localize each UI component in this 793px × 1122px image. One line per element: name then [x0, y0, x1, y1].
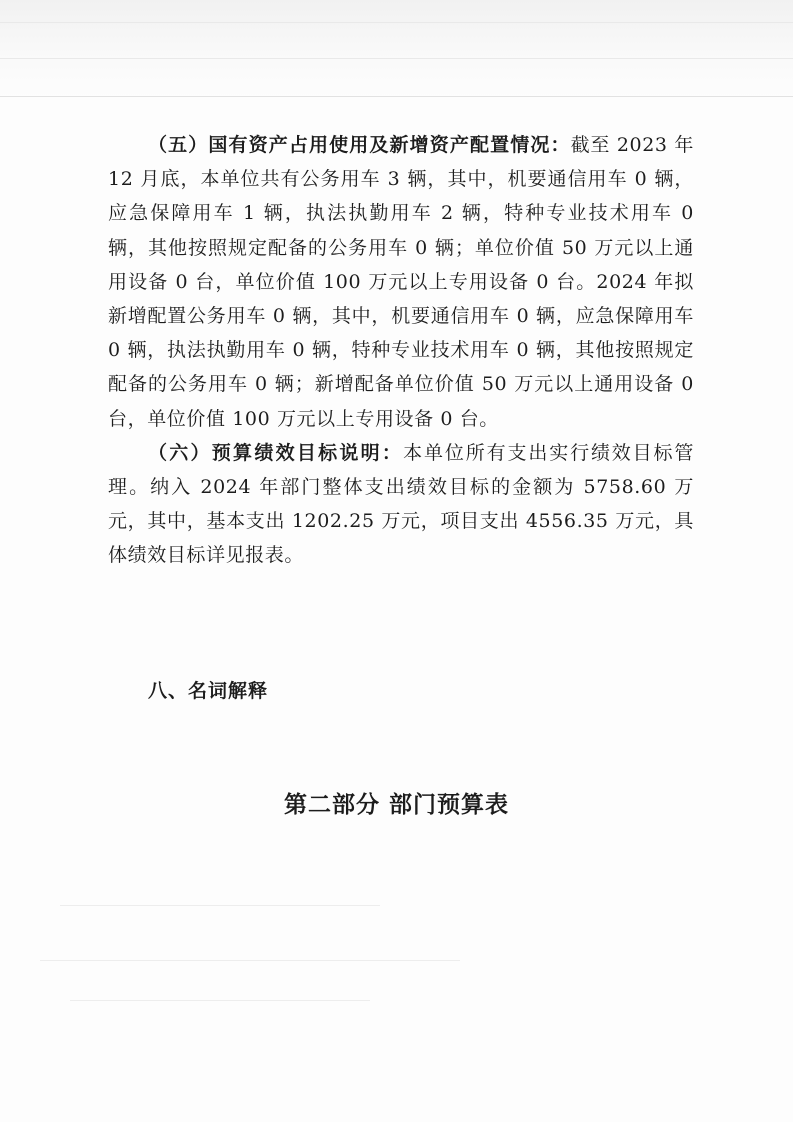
paragraph-performance	[108, 436, 694, 573]
part-title: 第二部分 部门预算表	[283, 792, 509, 818]
paragraph-assets-text: 截至 2023 年 12 月底，本单位共有公务用车 3 辆，其中，机要通信用车 0 辆，应急保障用车 1 辆，执法执勤用车 2 辆，特种专业技术用车 0 辆，其他按照规定配备的公务用车 0 辆；单位价值 50 万元以上通用设备 0 台，单位价值 100 万元以上专用设备 0 台。2024 年拟新增配置公务用车 0 辆，其中，机要通信用车 0 辆，应急保障用车 0 辆，执法执勤用车 0 辆，特种专业技术用车 0 辆，其他按照规定配备的公务用车 0 辆；新增配备单位价值 50 万元以上通用设备 0 台，单位价值 100 万元以上专用设备 0 台。	[108, 134, 694, 430]
paragraph-performance-heading: （六）预算绩效目标说明：	[148, 441, 404, 464]
paragraph-performance-text: 本单位所有支出实行绩效目标管理。纳入 2024 年部门整体支出绩效目标的金额为 5758.60 万元，其中，基本支出 1202.25 万元，项目支出 4556.35 万元，具体绩效目标详见报表。	[108, 441, 694, 567]
scan-artifact-line	[60, 905, 380, 906]
scan-artifact-line	[70, 1000, 370, 1001]
scan-artifact-line	[0, 96, 793, 97]
paragraph-assets	[108, 128, 694, 436]
body-text	[108, 128, 694, 573]
paragraph-assets-heading: （五）国有资产占用使用及新增资产配置情况：	[148, 134, 571, 156]
scan-artifact-line	[0, 22, 793, 23]
scan-shadow-top	[0, 0, 793, 100]
scan-artifact-line	[40, 960, 460, 961]
scan-artifact-line	[0, 58, 793, 59]
section-heading-glossary: 八、名词解释	[148, 680, 269, 702]
